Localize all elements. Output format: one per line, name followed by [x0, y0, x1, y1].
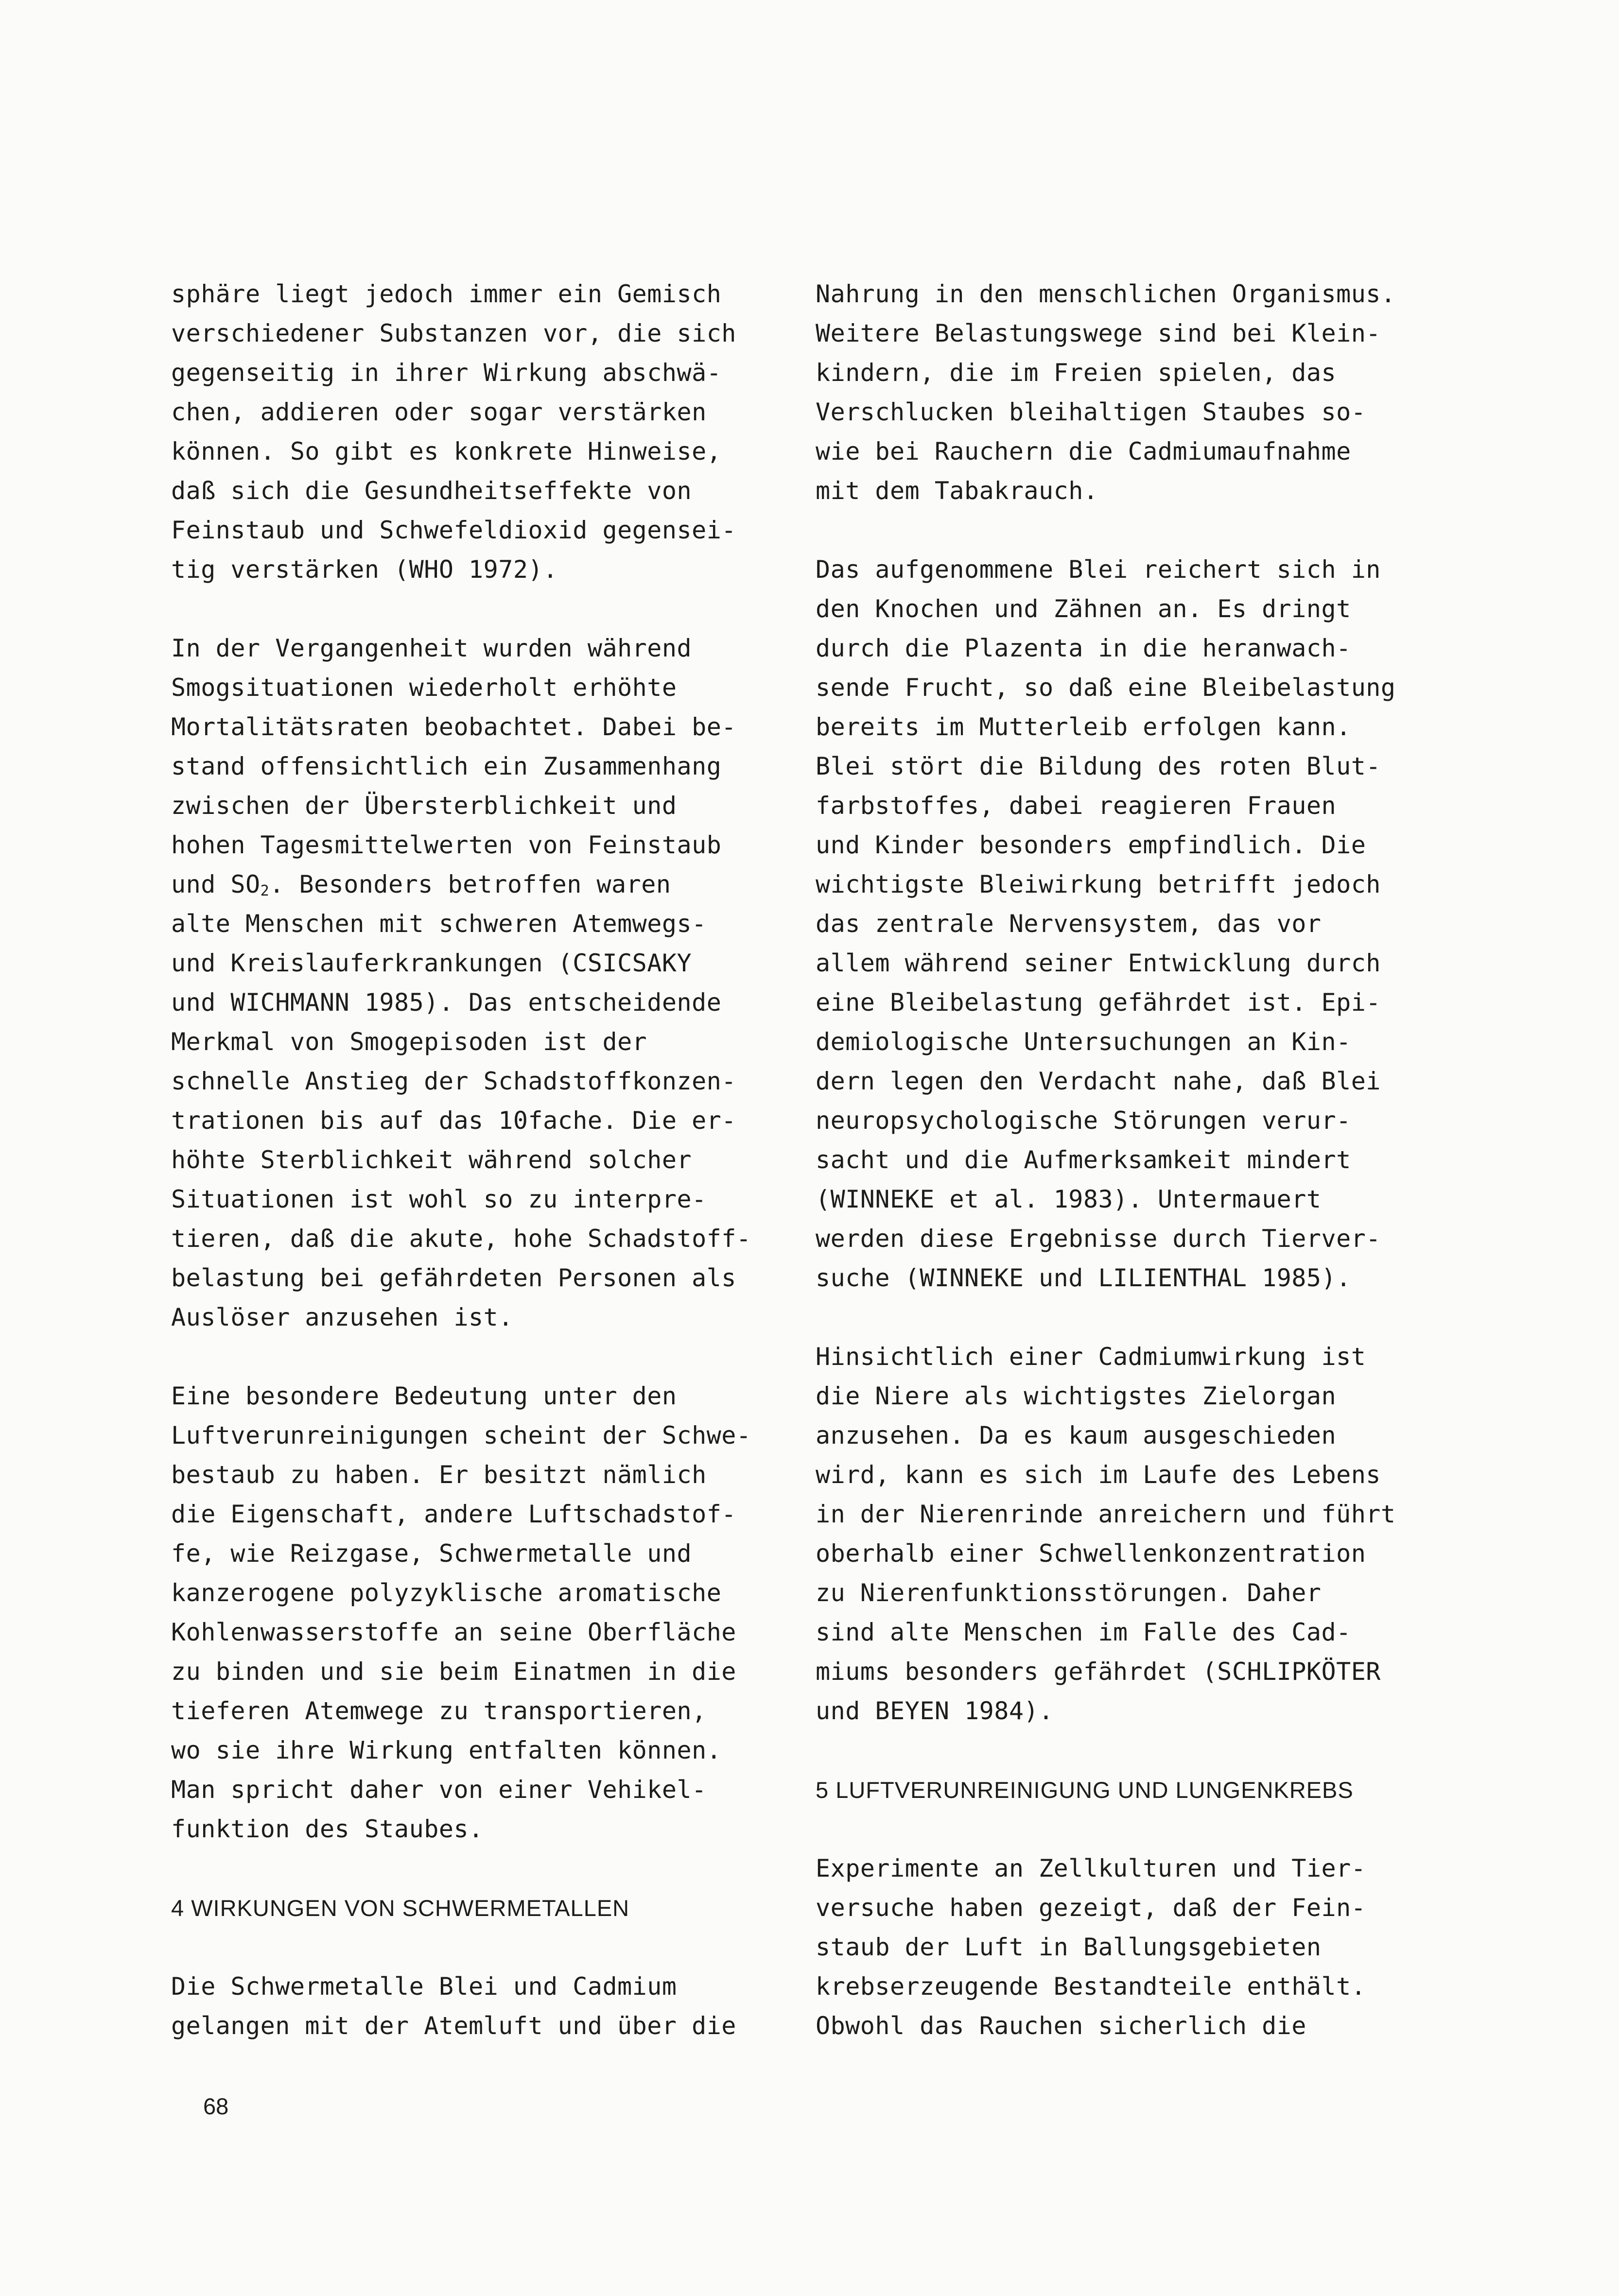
text-line: krebserzeugende Bestandteile enthält.	[816, 1972, 1366, 2001]
text-line: Die Schwermetalle Blei und Cadmium	[171, 1972, 677, 2001]
text-line: belastung bei gefährdeten Personen als	[171, 1264, 736, 1292]
paragraph-gap	[171, 589, 798, 629]
text-line: Blei stört die Bildung des roten Blut-	[816, 752, 1381, 780]
text-line: Nahrung in den menschlichen Organismus.	[816, 280, 1396, 308]
subscript: 2	[260, 882, 270, 899]
text-line: zu Nierenfunktionsstörungen. Daher	[816, 1579, 1322, 1607]
text-line: das zentrale Nervensystem, das vor	[816, 910, 1322, 938]
text-line: wo sie ihre Wirkung entfalten können.	[171, 1736, 722, 1764]
text-line: zwischen der Übersterblichkeit und	[171, 792, 677, 820]
text-line: wie bei Rauchern die Cadmiumaufnahme	[816, 437, 1351, 466]
text-line: und Kreislauferkrankungen (CSICSAKY	[171, 949, 692, 977]
text-line: miums besonders gefährdet (SCHLIPKÖTER	[816, 1657, 1381, 1686]
text-line: tig verstärken (WHO 1972).	[171, 555, 558, 584]
paragraph	[816, 1337, 1457, 1731]
text-line: kindern, die im Freien spielen, das	[816, 359, 1337, 387]
paragraph	[816, 550, 1457, 1298]
text-line: suche (WINNEKE und LILIENTHAL 1985).	[816, 1264, 1351, 1292]
text-line: können. So gibt es konkrete Hinweise,	[171, 437, 722, 466]
text-line: hohen Tagesmittelwerten von Feinstaub	[171, 831, 722, 859]
text-line: Experimente an Zellkulturen und Tier-	[816, 1854, 1366, 1882]
text-line: (WINNEKE et al. 1983). Untermauert	[816, 1185, 1322, 1213]
text-line: eine Bleibelastung gefährdet ist. Epi-	[816, 988, 1381, 1017]
text-line: bereits im Mutterleib erfolgen kann.	[816, 713, 1351, 741]
paragraph	[816, 275, 1457, 511]
text-line: sende Frucht, so daß eine Bleibelastung	[816, 673, 1396, 702]
text-fragment: und SO	[171, 870, 261, 898]
text-line: Hinsichtlich einer Cadmiumwirkung ist	[816, 1343, 1366, 1371]
paragraph	[171, 629, 798, 1337]
text-line: allem während seiner Entwicklung durch	[816, 949, 1381, 977]
text-line: schnelle Anstieg der Schadstoffkonzen-	[171, 1067, 736, 1095]
text-line: in der Nierenrinde anreichern und führt	[816, 1500, 1396, 1528]
text-line: durch die Plazenta in die heranwach-	[816, 634, 1351, 662]
text-line: staub der Luft in Ballungsgebieten	[816, 1933, 1322, 1961]
text-line: farbstoffes, dabei reagieren Frauen	[816, 792, 1337, 820]
paragraph-gap	[816, 511, 1457, 550]
text-line: Man spricht daher von einer Vehikel-	[171, 1776, 707, 1804]
text-line: mit dem Tabakrauch.	[816, 477, 1098, 505]
page-number: 68	[203, 2093, 229, 2119]
paragraph-gap	[171, 1928, 798, 1967]
text-line: fe, wie Reizgase, Schwermetalle und	[171, 1539, 692, 1568]
text-line: demiologische Untersuchungen an Kin-	[816, 1028, 1351, 1056]
text-line: kanzerogene polyzyklische aromatische	[171, 1579, 722, 1607]
text-line-so2	[171, 865, 798, 904]
text-line: sphäre liegt jedoch immer ein Gemisch	[171, 280, 722, 308]
section-heading-5: 5 LUFTVERUNREINIGUNG UND LUNGENKREBS	[816, 1777, 1354, 1803]
text-line: sacht und die Aufmerksamkeit mindert	[816, 1146, 1351, 1174]
text-line: höhte Sterblichkeit während solcher	[171, 1146, 692, 1174]
text-line: wird, kann es sich im Laufe des Lebens	[816, 1461, 1381, 1489]
text-line: Eine besondere Bedeutung unter den	[171, 1382, 677, 1410]
text-line: daß sich die Gesundheitseffekte von	[171, 477, 692, 505]
text-line: chen, addieren oder sogar verstärken	[171, 398, 707, 426]
text-line: sind alte Menschen im Falle des Cad-	[816, 1618, 1351, 1646]
paragraph	[171, 275, 798, 589]
text-line: und WICHMANN 1985). Das entscheidende	[171, 988, 722, 1017]
text-line: In der Vergangenheit wurden während	[171, 634, 692, 662]
text-line: dern legen den Verdacht nahe, daß Blei	[816, 1067, 1381, 1095]
right-column	[816, 275, 1457, 2046]
text-line: Obwohl das Rauchen sicherlich die	[816, 2012, 1306, 2040]
text-line: werden diese Ergebnisse durch Tierver-	[816, 1225, 1381, 1253]
text-line: Auslöser anzusehen ist.	[171, 1303, 513, 1331]
text-line: neuropsychologische Störungen verur-	[816, 1106, 1351, 1135]
text-line: verschiedener Substanzen vor, die sich	[171, 319, 736, 347]
text-line: die Eigenschaft, andere Luftschadstof-	[171, 1500, 736, 1528]
text-line: Weitere Belastungswege sind bei Klein-	[816, 319, 1381, 347]
text-line: tieferen Atemwege zu transportieren,	[171, 1697, 707, 1725]
left-column	[171, 275, 798, 2046]
text-line: oberhalb einer Schwellenkonzentration	[816, 1539, 1366, 1568]
text-line: stand offensichtlich ein Zusammenhang	[171, 752, 722, 780]
text-line: Luftverunreinigungen scheint der Schwe-	[171, 1421, 751, 1450]
section-heading-4: 4 WIRKUNGEN VON SCHWERMETALLEN	[171, 1895, 630, 1921]
text-line: versuche haben gezeigt, daß der Fein-	[816, 1894, 1366, 1922]
paragraph	[171, 1967, 798, 2046]
paragraph-gap	[816, 1731, 1457, 1770]
text-line: den Knochen und Zähnen an. Es dringt	[816, 595, 1351, 623]
paragraph-gap	[171, 1849, 798, 1888]
paragraph	[816, 1849, 1457, 2046]
paragraph-gap	[171, 1337, 798, 1377]
text-line: funktion des Staubes.	[171, 1815, 484, 1843]
text-line: Kohlenwasserstoffe an seine Oberfläche	[171, 1618, 736, 1646]
text-line: Merkmal von Smogepisoden ist der	[171, 1028, 647, 1056]
text-line: tieren, daß die akute, hohe Schadstoff-	[171, 1225, 751, 1253]
text-line: Verschlucken bleihaltigen Staubes so-	[816, 398, 1366, 426]
text-line: Das aufgenommene Blei reichert sich in	[816, 555, 1381, 584]
text-line: Mortalitätsraten beobachtet. Dabei be-	[171, 713, 736, 741]
text-line: Feinstaub und Schwefeldioxid gegensei-	[171, 516, 736, 544]
text-line: und BEYEN 1984).	[816, 1697, 1054, 1725]
text-line: gegenseitig in ihrer Wirkung abschwä-	[171, 359, 722, 387]
text-line: zu binden und sie beim Einatmen in die	[171, 1657, 736, 1686]
text-line: wichtigste Bleiwirkung betrifft jedoch	[816, 870, 1381, 898]
text-line: Smogsituationen wiederholt erhöhte	[171, 673, 677, 702]
text-line: anzusehen. Da es kaum ausgeschieden	[816, 1421, 1337, 1450]
paragraph-gap	[816, 1298, 1457, 1337]
text-line: bestaub zu haben. Er besitzt nämlich	[171, 1461, 707, 1489]
text-line: gelangen mit der Atemluft und über die	[171, 2012, 736, 2040]
text-line: Situationen ist wohl so zu interpre-	[171, 1185, 707, 1213]
text-line: die Niere als wichtigstes Zielorgan	[816, 1382, 1337, 1410]
paragraph	[171, 1377, 798, 1849]
text-line: alte Menschen mit schweren Atemwegs-	[171, 910, 707, 938]
text-fragment: . Besonders betroffen waren	[269, 870, 671, 898]
text-line: und Kinder besonders empfindlich. Die	[816, 831, 1366, 859]
text-line: trationen bis auf das 10fache. Die er-	[171, 1106, 736, 1135]
paragraph-gap	[816, 1810, 1457, 1849]
